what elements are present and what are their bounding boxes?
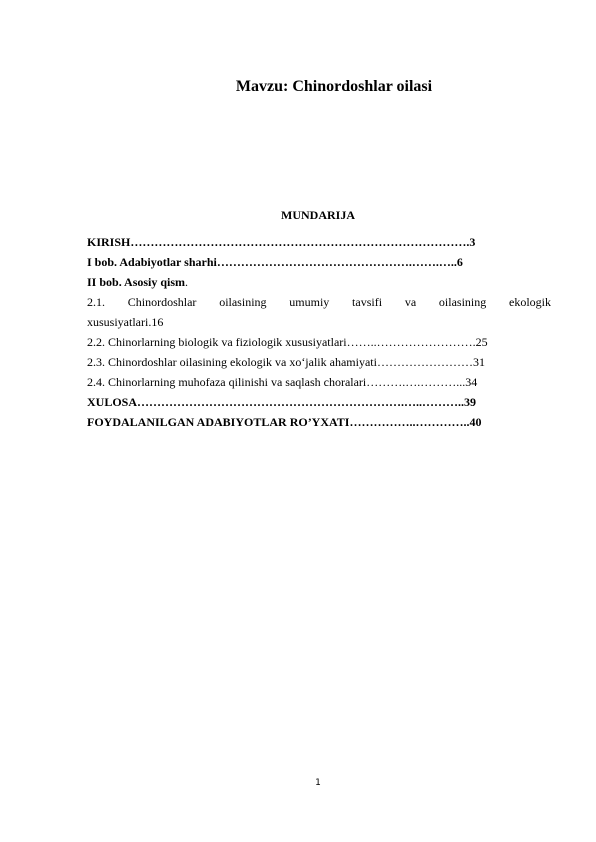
table-of-contents bbox=[87, 232, 551, 432]
document-title: Mavzu: Chinordoshlar oilasi bbox=[235, 78, 433, 95]
toc-entry-xulosa[interactable]: XULOSA………………………………………………………….…..………..39 bbox=[87, 395, 477, 409]
page-number: 1 bbox=[315, 778, 321, 788]
toc-entry-kirish[interactable]: KIRISH………………………………………………………………………….3 bbox=[87, 235, 476, 249]
toc-entry-chapter-2-tail: . bbox=[185, 275, 189, 289]
toc-entry-chapter-2[interactable] bbox=[87, 272, 551, 292]
toc-entry-references[interactable]: FOYDALANILGAN ADABIYOTLAR RO’YXATI……………..…………..40 bbox=[87, 415, 482, 429]
toc-entry-2-1-line2: xususiyatlari.16 bbox=[87, 315, 164, 329]
toc-entry-2-1[interactable] bbox=[87, 292, 551, 332]
toc-entry-chapter-2-label: II bob. Asosiy qism bbox=[87, 275, 186, 289]
toc-entry-2-4[interactable]: 2.4. Chinorlarning muhofaza qilinishi va saqlash choralari……….….………...34 bbox=[87, 375, 478, 389]
toc-entry-2-3[interactable]: 2.3. Chinordoshlar oilasining ekologik va xo‘jalik ahamiyati……………………31 bbox=[87, 355, 485, 369]
toc-heading: MUNDARIJA bbox=[281, 208, 355, 222]
toc-entry-2-1-line1: 2.1. Chinordoshlar oilasining umumiy tavsifi va oilasining ekologik bbox=[87, 295, 551, 309]
toc-entry-chapter-1[interactable]: I bob. Adabiyotlar sharhi………………………………………….…….…..6 bbox=[87, 255, 463, 269]
toc-entry-2-2[interactable]: 2.2. Chinorlarning biologik va fiziologik xususiyatlari……..…………………….25 bbox=[87, 335, 488, 349]
